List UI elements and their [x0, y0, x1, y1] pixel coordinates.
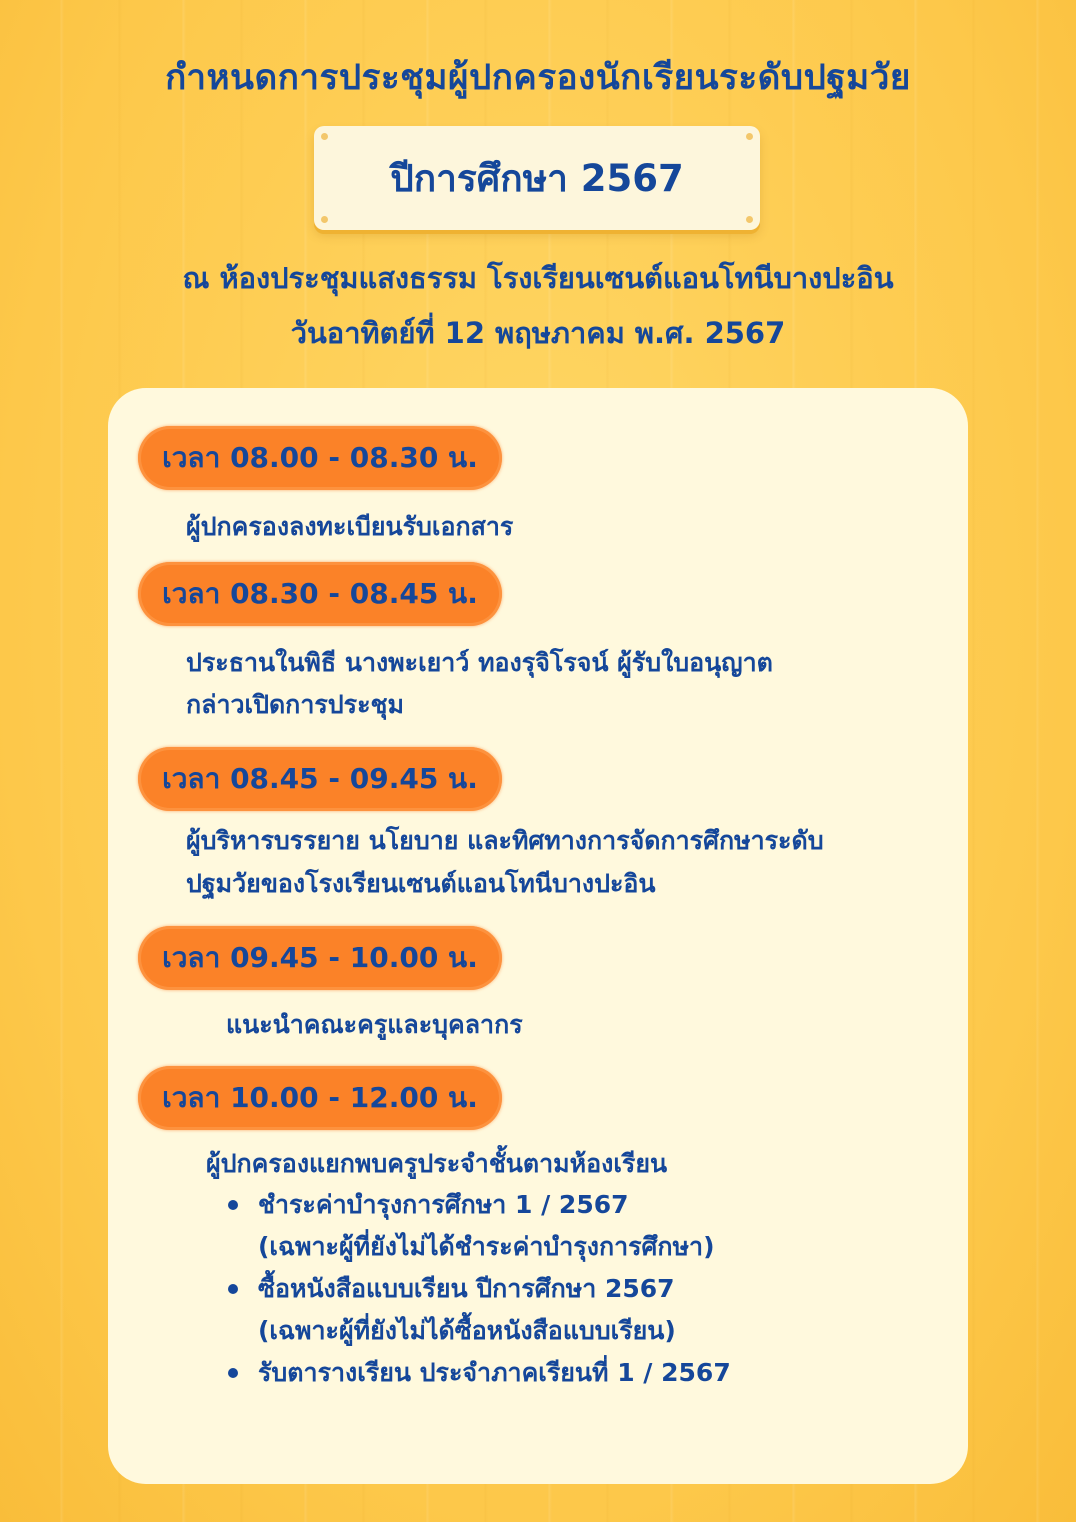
pin-decoration — [321, 133, 328, 140]
schedule-description: ผู้ปกครองแยกพบครูประจำชั้นตามห้องเรียน — [206, 1149, 668, 1178]
time-badge: เวลา 08.00 - 08.30 น. — [138, 426, 502, 490]
list-item — [226, 1268, 731, 1352]
schedule-description: ปฐมวัยของโรงเรียนเซนต์แอนโทนีบางปะอิน — [186, 869, 656, 898]
list-item-text: ชำระค่าบำรุงการศึกษา 1 / 2567 — [258, 1190, 629, 1219]
schedule-description: กล่าวเปิดการประชุม — [186, 690, 404, 719]
schedule-description: ผู้บริหารบรรยาย นโยบาย และทิศทางการจัดการศึกษาระดับ — [186, 826, 824, 855]
bullet-icon — [228, 1284, 238, 1294]
pin-decoration — [321, 216, 328, 223]
list-item — [226, 1184, 731, 1268]
schedule-description: แนะนำคณะครูและบุคลากร — [226, 1010, 523, 1039]
list-item-note: (เฉพาะผู้ที่ยังไม่ได้ชำระค่าบำรุงการศึกษา) — [258, 1232, 715, 1261]
venue-text: ณ ห้องประชุมแสงธรรม โรงเรียนเซนต์แอนโทนีบางปะอิน — [182, 261, 894, 295]
task-list — [226, 1184, 731, 1394]
schedule-description: ประธานในพิธี นางพะเยาว์ ทองรุจิโรจน์ ผู้รับใบอนุญาต — [186, 648, 773, 677]
list-item-text: รับตารางเรียน ประจำภาคเรียนที่ 1 / 2567 — [258, 1358, 731, 1387]
date-text: วันอาทิตย์ที่ 12 พฤษภาคม พ.ศ. 2567 — [290, 316, 786, 350]
bullet-icon — [228, 1200, 238, 1210]
time-badge: เวลา 10.00 - 12.00 น. — [138, 1066, 502, 1130]
pin-decoration — [746, 133, 753, 140]
academic-year-label: ปีการศึกษา 2567 — [390, 156, 684, 200]
schedule-description: ผู้ปกครองลงทะเบียนรับเอกสาร — [186, 512, 514, 541]
pin-decoration — [746, 216, 753, 223]
list-item — [226, 1352, 731, 1394]
bullet-icon — [228, 1368, 238, 1378]
page-title: กำหนดการประชุมผู้ปกครองนักเรียนระดับปฐมวัย — [165, 58, 911, 98]
time-badge: เวลา 08.30 - 08.45 น. — [138, 562, 502, 626]
academic-year-box — [314, 126, 760, 230]
list-item-note: (เฉพาะผู้ที่ยังไม่ได้ซื้อหนังสือแบบเรียน) — [258, 1316, 676, 1345]
list-item-text: ซื้อหนังสือแบบเรียน ปีการศึกษา 2567 — [258, 1274, 675, 1303]
time-badge: เวลา 09.45 - 10.00 น. — [138, 926, 502, 990]
time-badge: เวลา 08.45 - 09.45 น. — [138, 747, 502, 811]
